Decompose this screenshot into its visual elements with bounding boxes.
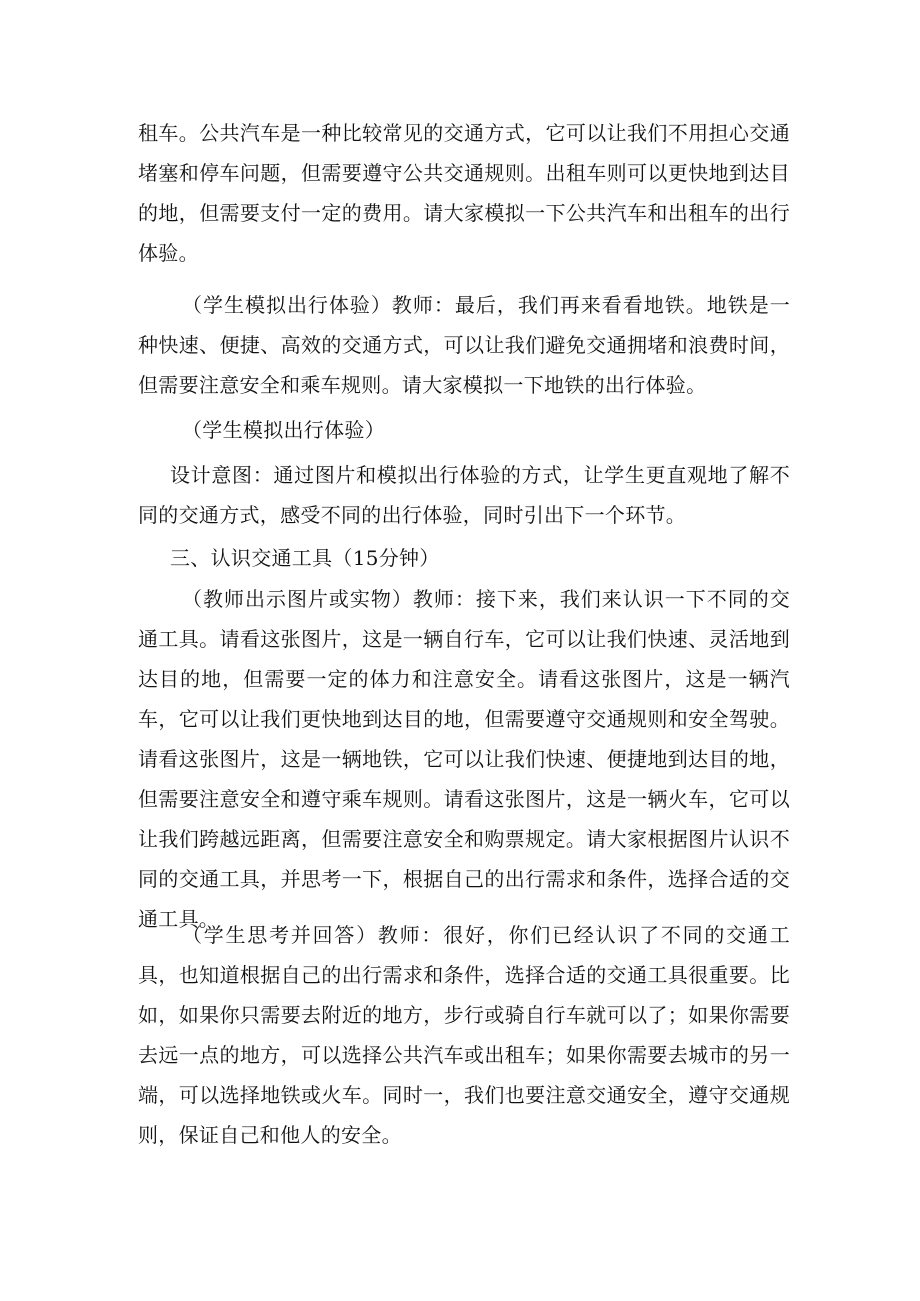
paragraph-design-intent: 设计意图：通过图片和模拟出行体验的方式，让学生更直观地了解不同的交通方式，感受不同的出行体验，同时引出下一个环节。 bbox=[138, 463, 790, 527]
paragraph-vehicle-introduction: （教师出示图片或实物）教师：接下来，我们来认识一下不同的交通工具。请看这张图片，这是一辆自行车，它可以让我们快速、灵活地到达目的地，但需要一定的体力和注意安全。请看这张图片，这是一辆汽车，它可以让我们更快地到达目的地，但需要遵守交通规则和安全驾驶。请看这张图片，这是一辆地铁，它可以让我们快速、便捷地到达目的地，但需要注意安全和遵守乘车规则。请看这张图片，这是一辆火车，它可以让我们跨越远距离，但需要注意安全和购票规定。请大家根据图片认识不同的交通工具，并思考一下，根据自己的出行需求和条件，选择合适的交通工具。 bbox=[138, 587, 790, 931]
paragraph-student-answer: （学生思考并回答）教师：很好，你们已经认识了不同的交通工具，也知道根据自己的出行需求和条件，选择合适的交通工具很重要。比如，如果你只需要去附近的地方，步行或骑自行车就可以了；如果你需要去远一点的地方，可以选择公共汽车或出租车；如果你需要去城市的另一端，可以选择地铁或火车。同时一，我们也要注意交通安全，遵守交通规则，保证自己和他人的安全。 bbox=[138, 923, 790, 1147]
paragraph-transport-bus-taxi: 租车。公共汽车是一种比较常见的交通方式，它可以让我们不用担心交通堵塞和停车问题，但需要遵守公共交通规则。出租车则可以更快地到达目的地，但需要支付一定的费用。请大家模拟一下公共汽车和出租车的出行体验。 bbox=[138, 121, 790, 265]
paragraph-student-simulation: （学生模拟出行体验） bbox=[182, 418, 385, 442]
paragraph-subway: （学生模拟出行体验）教师：最后，我们再来看看地铁。地铁是一种快速、便捷、高效的交通方式，可以让我们避免交通拥堵和浪费时间，但需要注意安全和乘车规则。请大家模拟一下地铁的出行体验。 bbox=[138, 293, 790, 397]
section-heading-vehicles: 三、认识交通工具（15分钟） bbox=[170, 546, 440, 570]
